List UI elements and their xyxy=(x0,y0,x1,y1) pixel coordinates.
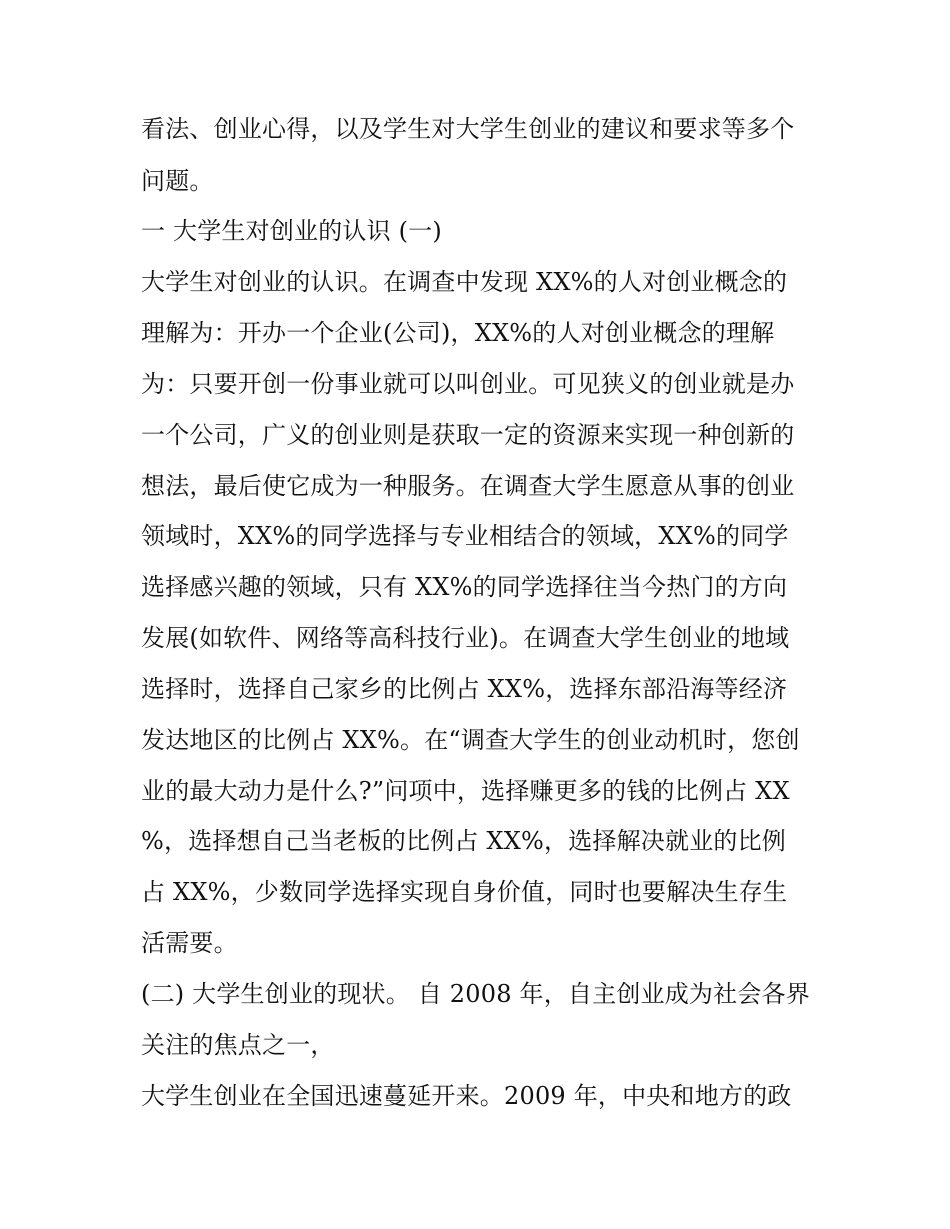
text-line: 业的最大动力是什么?”问项中，选择赚更多的钱的比例占 XX xyxy=(141,777,790,805)
text-line: 活需要。 xyxy=(141,929,238,957)
text-line: 问题。 xyxy=(141,167,214,195)
text-line: 想法，最后使它成为一种服务。在调查大学生愿意从事的创业 xyxy=(141,472,795,500)
text-line: 选择时，选择自己家乡的比例占 XX%，选择东部沿海等经济 xyxy=(141,675,788,703)
text-line: 发展(如软件、网络等高科技行业)。在调查大学生创业的地域 xyxy=(141,624,790,652)
text-line: 发达地区的比例占 XX%。在“调查大学生的创业动机时，您创 xyxy=(141,726,800,754)
text-line: 大学生对创业的认识。在调查中发现 XX%的人对创业概念的 xyxy=(141,268,788,296)
text-line: 领域时，XX%的同学选择与专业相结合的领域，XX%的同学 xyxy=(141,522,789,550)
text-line: 看法、创业心得，以及学生对大学生创业的建议和要求等多个 xyxy=(141,115,795,143)
text-line: 选择感兴趣的领域，只有 XX%的同学选择往当今热门的方向 xyxy=(141,573,788,601)
text-line: 占 XX%，少数同学选择实现自身价值，同时也要解决生存生 xyxy=(141,878,788,906)
text-line: 为：只要开创一份事业就可以叫创业。可见狭义的创业就是办 xyxy=(141,370,795,398)
section-heading: 一 大学生对创业的认识 (一) xyxy=(141,217,442,245)
text-line: %，选择想自己当老板的比例占 XX%，选择解决就业的比例 xyxy=(141,827,787,855)
text-line: 一个公司，广义的创业则是获取一定的资源来实现一种创新的 xyxy=(141,421,795,449)
text-line: 理解为：开办一个企业(公司)，XX%的人对创业概念的理解 xyxy=(141,319,775,347)
text-line: 关注的焦点之一， xyxy=(141,1031,335,1059)
text-line: 大学生创业在全国迅速蔓延开来。2009 年，中央和地方的政 xyxy=(141,1082,792,1110)
section-heading: (二) 大学生创业的现状。 自 2008 年，自主创业成为社会各界 xyxy=(141,980,810,1008)
